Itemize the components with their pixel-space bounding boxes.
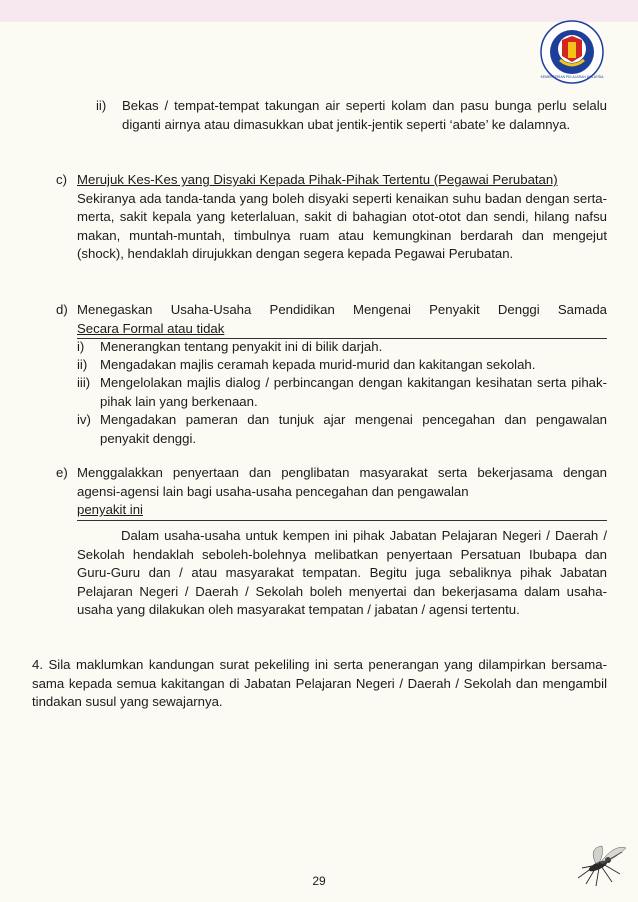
- d-item-ii-label: ii): [77, 357, 88, 372]
- section-e-heading-text: penyakit ini: [77, 502, 143, 518]
- section-d-label: d): [56, 302, 68, 317]
- section-e-heading-line2: [77, 501, 607, 521]
- d-item-i-label: i): [77, 339, 85, 354]
- section-c-body: Sekiranya ada tanda-tanda yang boleh disyaki seperti kenaikan suhu badan dengan serta-merta, sakit kepala yang keterlaluan, sakit di bahagian otot-otot dan sendi, hilang nafsu makan, muntah-muntah, timbulnya ruam atau kemungkinan berdarah dan mengejut (shock), hendaklah dirujukkan dengan segera kepada Pegawai Perubatan.: [77, 190, 607, 262]
- logo-caption: KEMENTERIAN PELAJARAN MALAYSIA: [540, 75, 604, 79]
- section-c-label: c): [56, 172, 67, 187]
- d-item-iii-label: iii): [77, 375, 91, 390]
- section-d-heading-text: Secara Formal atau tidak: [77, 320, 225, 336]
- page-number: 29: [312, 874, 326, 888]
- d-item-iii-text: Mengelolakan majlis dialog / perbincangan dengan kakitangan kesihatan serta pihak-pihak lain yang berkenaan.: [100, 375, 607, 409]
- section-d-heading-line2: [77, 320, 607, 340]
- section-c: [77, 171, 607, 264]
- section-d: [77, 301, 607, 339]
- section-e-label: e): [56, 465, 68, 480]
- d-item-iv-text: Mengadakan pameran dan tunjuk ajar mengenai pencegahan dan pengawalan penyakit denggi.: [100, 412, 607, 446]
- section-e: [77, 464, 607, 521]
- section-e-paragraph: Dalam usaha-usaha untuk kempen ini pihak Jabatan Pelajaran Negeri / Daerah / Sekolah hendaklah seboleh-bolehnya melibatkan penyertaan Persatuan Ibubapa dan Guru-Guru dan / atau masyarakat tempatan. Begitu juga sebaliknya pihak Jabatan Pelajaran Negeri / Daerah / Sekolah boleh menyertai dan bekerjasama dalam usaha-usaha yang dilakukan oleh masyarakat tempatan / jabatan / agensi tertentu.: [77, 528, 607, 618]
- d-item-i-text: Menerangkan tentang penyakit ini di bilik darjah.: [100, 339, 383, 354]
- top-band: [0, 0, 638, 22]
- section-e-heading-line1: Menggalakkan penyertaan dan penglibatan masyarakat serta bekerjasama dengan agensi-agensi lain bagi usaha-usaha pencegahan dan pengawalan: [77, 465, 607, 499]
- d-item-ii-text: Mengadakan majlis ceramah kepada murid-murid dan kakitangan sekolah.: [100, 357, 536, 372]
- ministry-logo: [540, 20, 604, 84]
- section-d-heading-line1: Menegaskan Usaha-Usaha Pendidikan Mengenai Penyakit Denggi Samada: [77, 302, 607, 317]
- item-ii-label: ii): [96, 98, 107, 113]
- d-item-iv-label: iv): [77, 412, 91, 427]
- item-ii-text: Bekas / tempat-tempat takungan air seperti kolam dan pasu bunga perlu selalu diganti airnya atau dimasukkan ubat jentik-jentik seperti ‘abate’ ke dalamnya.: [122, 98, 607, 132]
- paragraph-4: 4. Sila maklumkan kandungan surat pekeliling ini serta penerangan yang dilampirkan bersama-sama kepada semua kakitangan di Jabatan Pelajaran Negeri / Daerah / Sekolah dan mengambil tindakan susul yang sewajarnya.: [32, 657, 607, 710]
- section-c-heading: Merujuk Kes-Kes yang Disyaki Kepada Pihak-Pihak Tertentu (Pegawai Perubatan): [77, 172, 558, 187]
